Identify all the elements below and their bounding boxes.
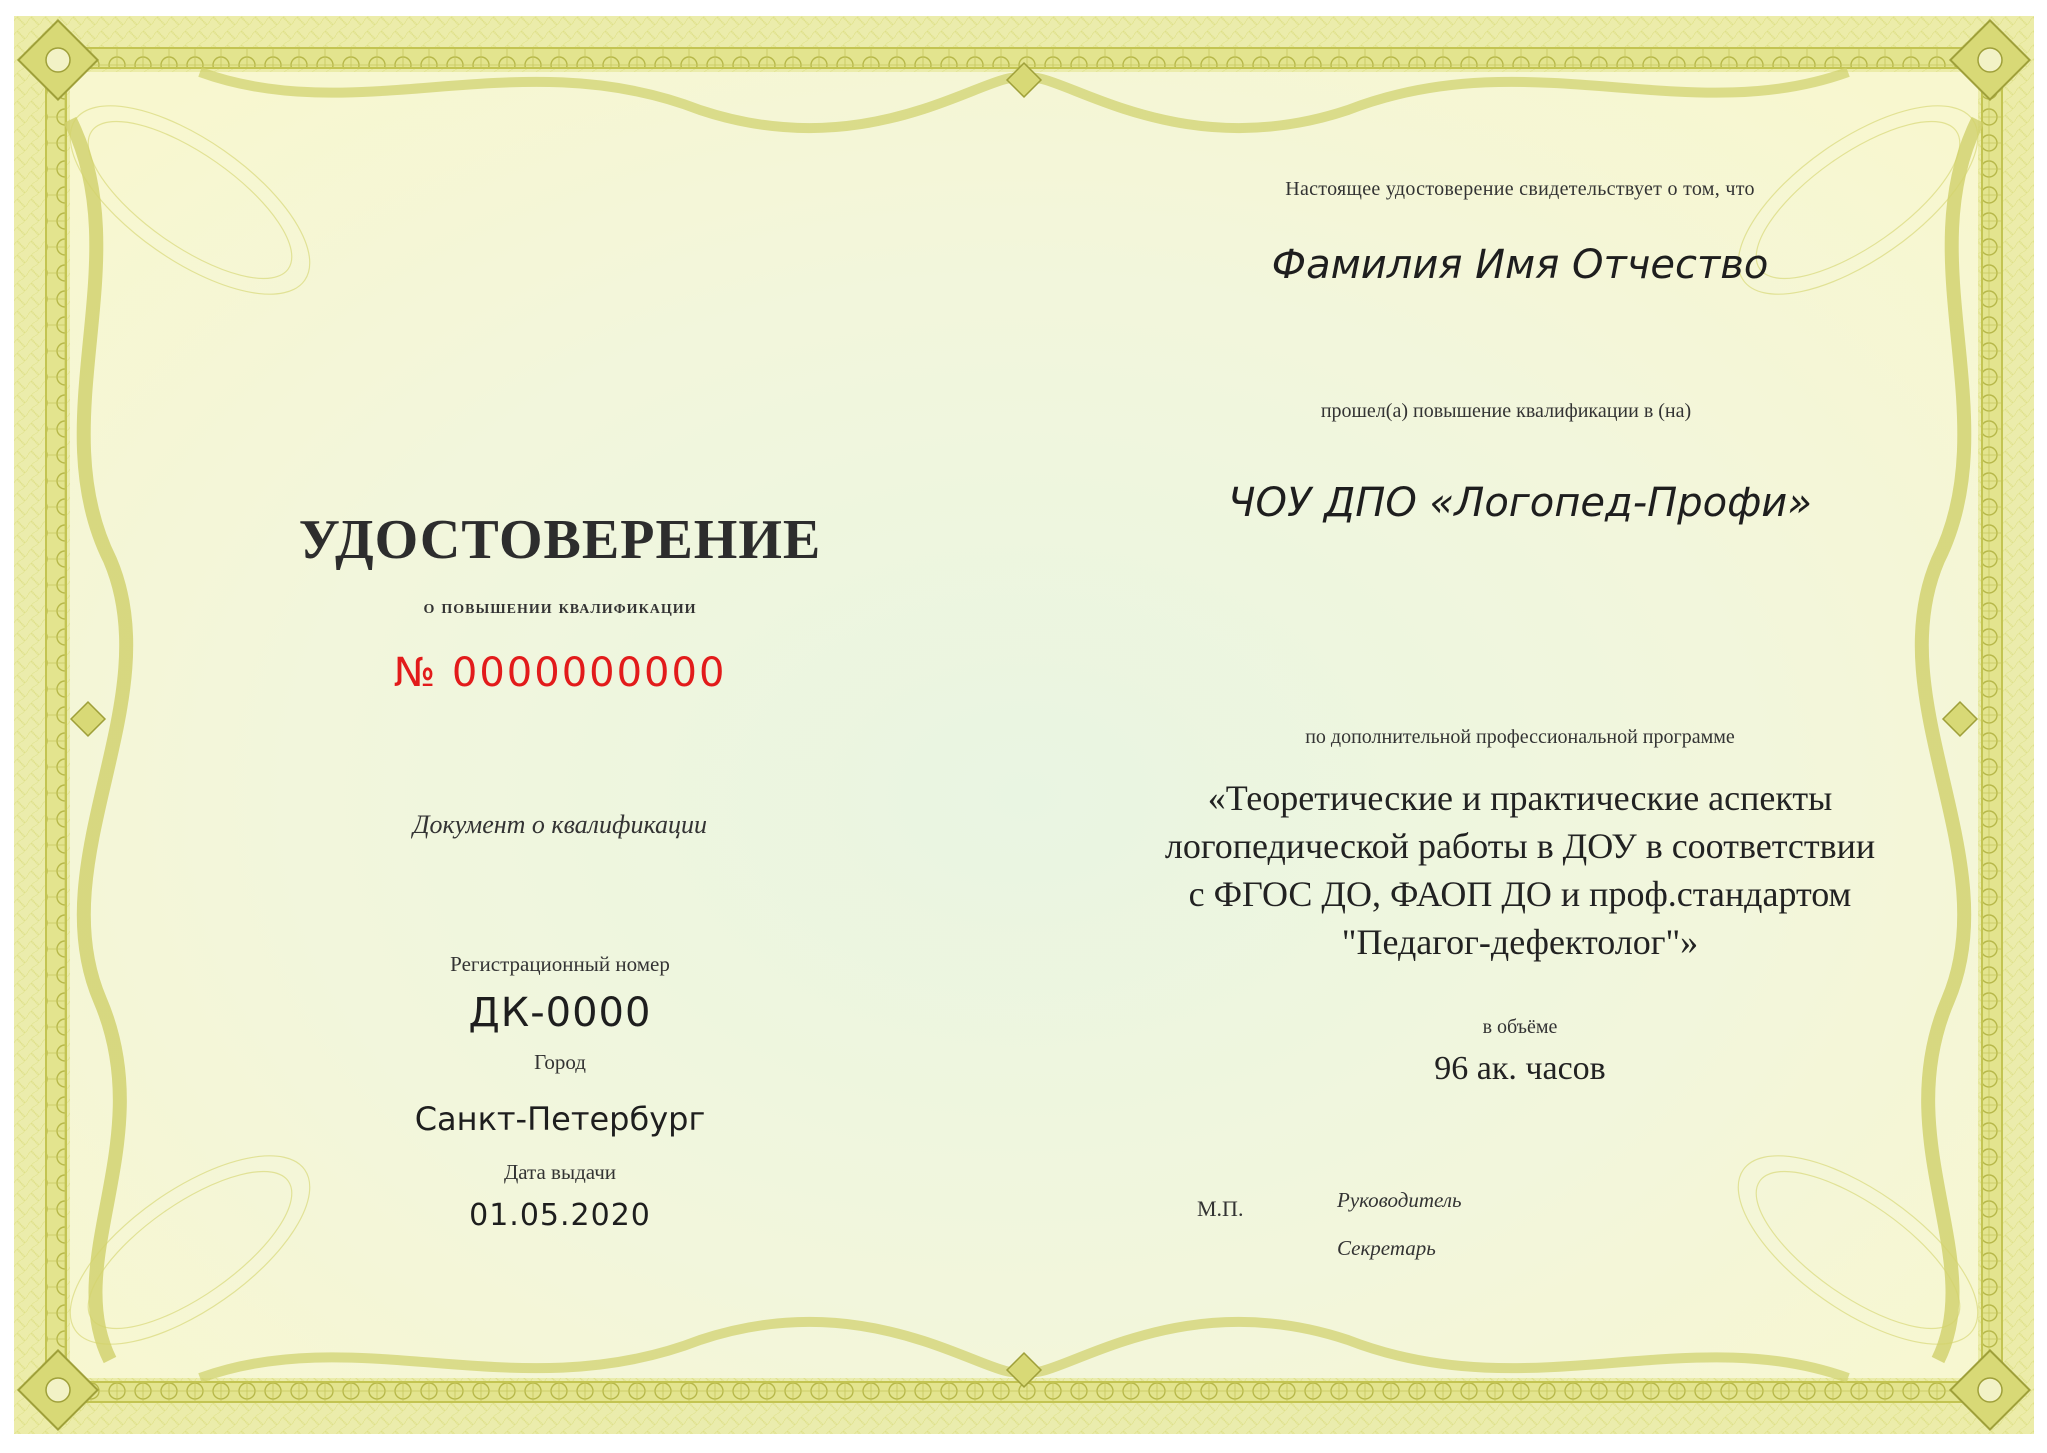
program-title — [1090, 774, 1950, 966]
issue-date: 01.05.2020 — [469, 1198, 651, 1233]
volume-hours: 96 ак. часов — [1434, 1050, 1606, 1087]
program-line: «Теоретические и практические аспекты — [1207, 778, 1833, 818]
recipient-name: Фамилия Имя Отчество — [1271, 242, 1769, 288]
certificate-title: УДОСТОВЕРЕНИЕ — [298, 509, 822, 571]
intro-text: Настоящее удостоверение свидетельствует о том, что — [1285, 178, 1755, 200]
program-line: логопедической работы в ДОУ в соответствии — [1164, 826, 1876, 866]
document-type: Документ о квалификации — [413, 810, 707, 839]
stamp-place: М.П. — [1197, 1196, 1244, 1221]
volume-label: в объёме — [1482, 1016, 1558, 1038]
head-signature-label: Руководитель — [1337, 1188, 1462, 1212]
passed-text: прошел(а) повышение квалификации в (на) — [1320, 400, 1692, 422]
issue-date-label: Дата выдачи — [503, 1160, 617, 1184]
registration-label: Регистрационный номер — [450, 952, 670, 976]
program-intro: по дополнительной профессиональной программе — [1305, 726, 1735, 748]
certificate-subtitle: о повышении квалификации — [423, 596, 697, 618]
registration-number: ДК-0000 — [468, 990, 652, 1036]
certificate-number: № 0000000000 — [393, 650, 727, 696]
city-label: Город — [534, 1050, 586, 1074]
organization-name: ЧОУ ДПО «Логопед-Профи» — [1228, 480, 1812, 526]
secretary-signature-label: Секретарь — [1337, 1236, 1436, 1260]
program-line: с ФГОС ДО, ФАОП ДО и проф.стандартом — [1188, 874, 1852, 914]
city-value: Санкт-Петербург — [414, 1100, 706, 1138]
program-line: "Педагог-дефектолог"» — [1341, 922, 1699, 962]
